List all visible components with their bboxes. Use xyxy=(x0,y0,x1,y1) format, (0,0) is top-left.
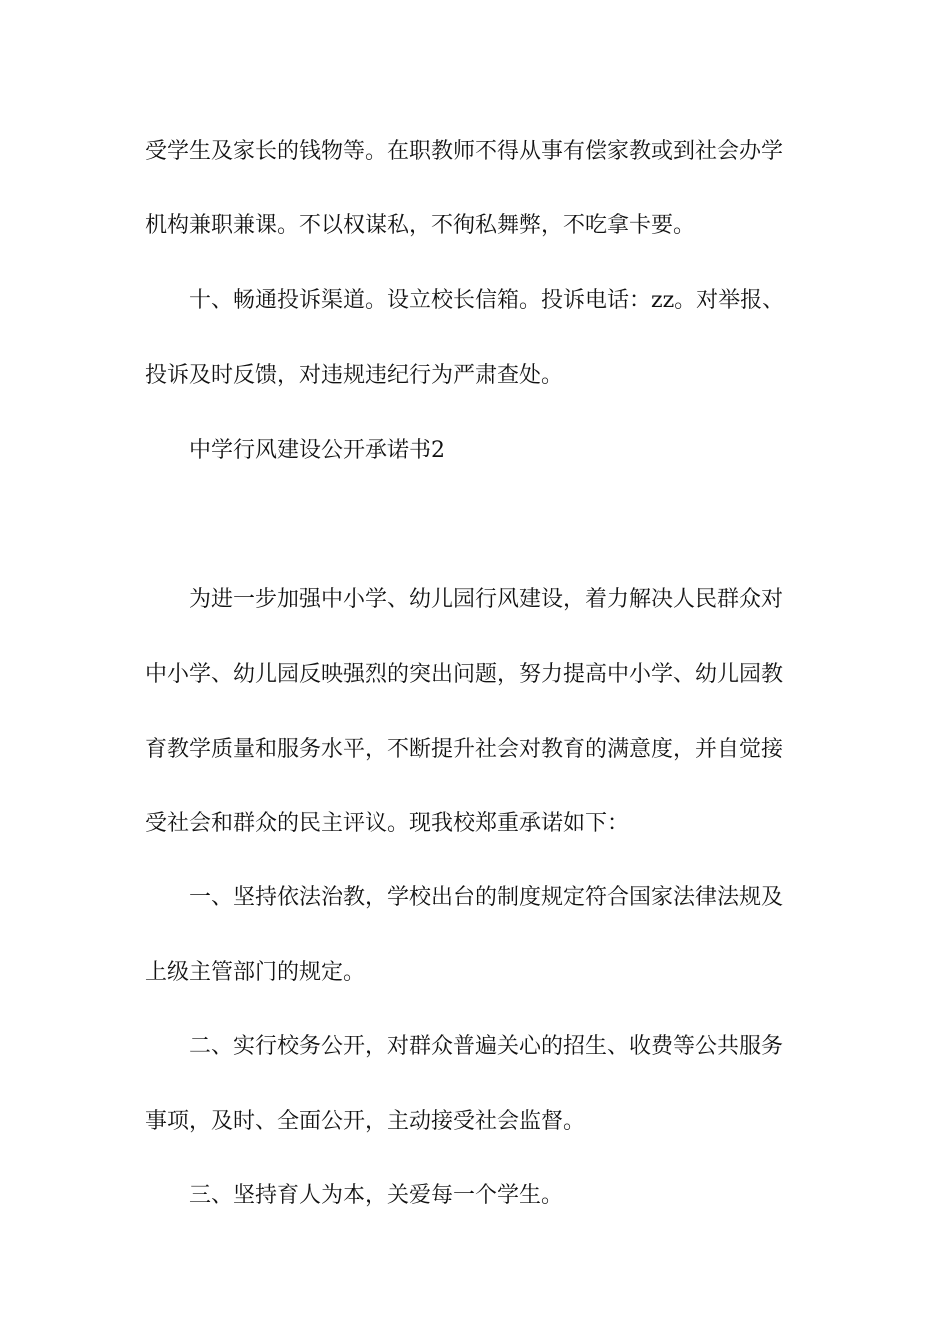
text-line: 一、坚持依法治教，学校出台的制度规定符合国家法律法规及 xyxy=(189,885,784,910)
text-line: 投诉及时反馈，对违规违纪行为严肃查处。 xyxy=(145,363,564,388)
text-line: 中小学、幼儿园反映强烈的突出问题，努力提高中小学、幼儿园教 xyxy=(145,662,784,687)
text-line: 事项，及时、全面公开，主动接受社会监督。 xyxy=(145,1109,586,1134)
text-line: 受学生及家长的钱物等。在职教师不得从事有偿家教或到社会办学 xyxy=(145,139,784,164)
text-line: 上级主管部门的规定。 xyxy=(145,960,366,985)
text-line: 机构兼职兼课。不以权谋私，不徇私舞弊，不吃拿卡要。 xyxy=(145,213,696,238)
text-line: 二、实行校务公开，对群众普遍关心的招生、收费等公共服务 xyxy=(189,1034,784,1059)
text-line: 育教学质量和服务水平，不断提升社会对教育的满意度，并自觉接 xyxy=(145,737,784,762)
text-line: 三、坚持育人为本，关爱每一个学生。 xyxy=(189,1183,564,1208)
text-line: 十、畅通投诉渠道。设立校长信箱。投诉电话：zz。对举报、 xyxy=(189,288,785,313)
section-heading: 中学行风建设公开承诺书2 xyxy=(189,438,445,463)
text-line: 为进一步加强中小学、幼儿园行风建设，着力解决人民群众对 xyxy=(189,587,784,612)
text-line: 受社会和群众的民主评议。现我校郑重承诺如下： xyxy=(145,811,630,836)
